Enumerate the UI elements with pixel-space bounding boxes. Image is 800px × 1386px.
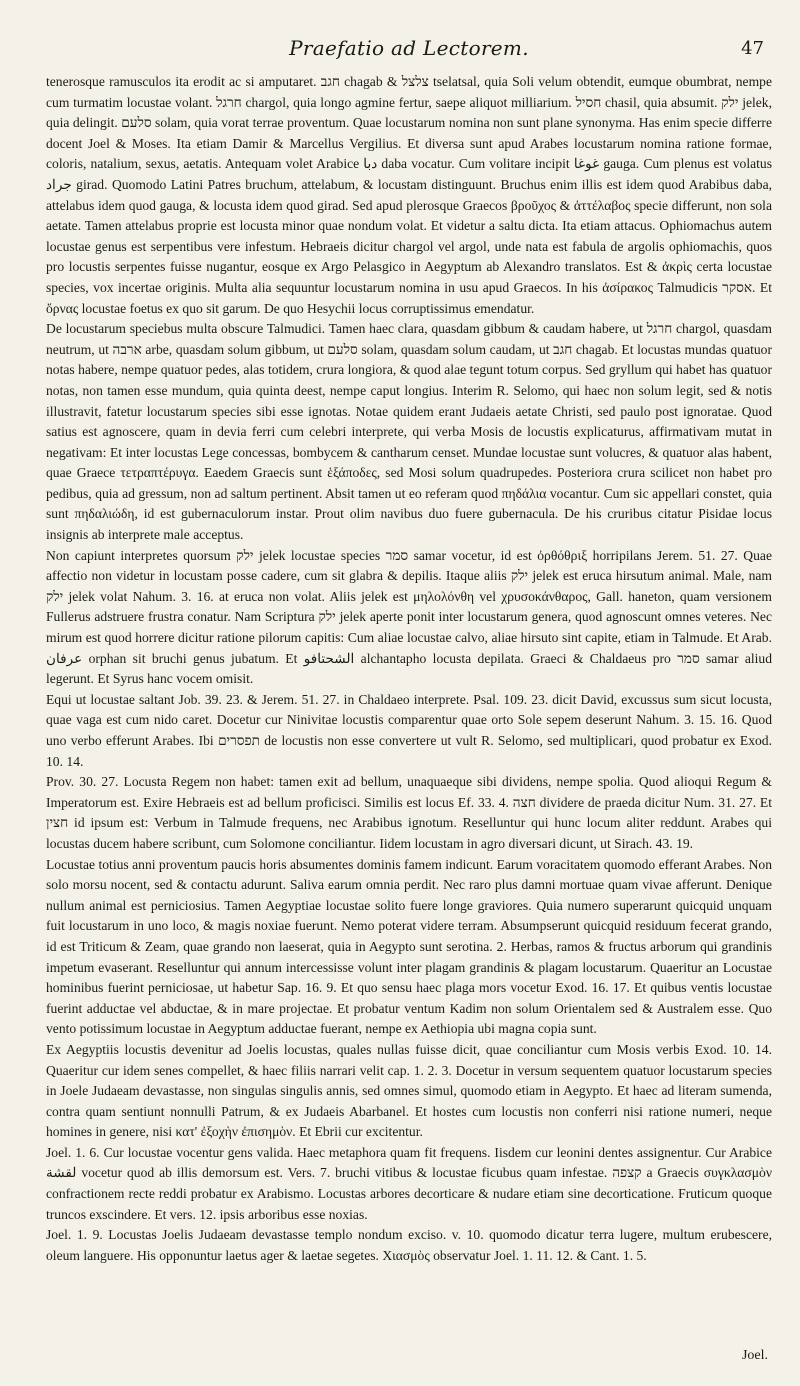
page-header — [46, 36, 772, 66]
paragraph: De locustarum speciebus multa obscure Talmudici. Tamen haec clara, quasdam gibbum & caudam habere, ut חרגל chargol, quasdam neutrum, ut ארבה arbe, quasdam solum gibbum, ut סלעם solam, quasdam solum caudam, ut חגב chagab. Et locustas mundas quatuor notas habere, nempe quatuor pedes, alas totidem, crura longiora, & quod alae tegunt totum corpus. Sed gryllum qui habet has quatuor notas, non tamen esse mundum, quia quinta deest, nempe caput longius. Interim R. Selomo, qui haec non solum legit, sed & notis illustravit, fatetur locustarum species sibi esse ignotas. Notae quidem erant Judaeis aetate Christi, sed paulo post ignoratae. Quod satius est agnoscere, quam in devia ferri cum celebri interprete, qui verba Mosis de locustis explicaturus, affirmativam mutat in negativam: Et inter locustas Lege concessas, bombycem & cantharum censet. Mundae locustae sunt volucres, & quatuor alas habent, quae Graece τετραπτέρυγα. Eaedem Graecis sunt ἑξάποδες, sed Mosi solum quadrupedes. Posteriora crura scilicet non habet pro pedibus, quia ad gressum, non ad saltum pertinent. Absit tamen ut eo referam quod πηδάλια vocantur. Cum sic appellari constet, quia sunt πηδαλιώδη, id est gubernaculorum instar. Prout olim navibus duo fuere gubernacula. De his cruribus citatur Pisidae locus insignis ab interprete male acceptus. — [46, 321, 773, 543]
paragraph: Non capiunt interpretes quorsum ילק jelek locustae species סמר samar vocetur, id est ὀρθόθριξ horripilans Jerem. 51. 27. Quae affectio non videtur in locustam posse cadere, cum sit glabra & depilis. Itaque aliis ילק jelek est eruca hirsutum animal. Male, nam ילק jelek volat Nahum. 3. 16. at eruca non volat. Aliis jelek est μηλολόνθη vel χρυσοκάνθαρος, Gall. haneton, quam versionem Fullerus adstruere frustra conatur. Nam Scriptura ילק jelek aperte ponit inter locustarum genera, quod agnoscunt omnes veteres. Nec mirum est quod horrere dicitur ratione pilorum capitis: Cum aliae locustae calvo, aliae hirsuto sint capite, etiam in Talmude. Et Arab. عرفان orphan sit bruchi genus jubatum. Et الشحتافو alchantapho locusta depilata. Graeci & Chaldaeus pro סמר samar aliud legerunt. Et Syrus hanc vocem omisit. — [46, 547, 772, 687]
paragraph: Ex Aegyptiis locustis devenitur ad Joelis locustas, quales nullas fuisse dicit, quae conciliantur cum Mosis verbis Exod. 10. 14. Quaeritur cur idem senes compellet, & haec filiis narrari velit cap. 1. 2. 3. Docetur in versum sequentem quatuor locustarum species in Joele Judaeam devastasse, non singulas singulis annis, sed omnes simul, quomodo etiam in Aegypto. Et haec ad literam sumenda, contra quam sentiunt nonnulli Patrum, & ex Judaeis Abarbanel. Et hostes cum locustis non conferri nisi ratione numeri, neque homines in genere, nisi κατ' ἐξοχὴν ἐπισημὸν. Et Ebrii cur excitentur. — [46, 1041, 772, 1140]
page-number: 47 — [741, 38, 764, 59]
paragraph: Joel. 1. 6. Cur locustae vocentur gens valida. Haec metaphora quam fit frequens. Iisdem cur leonini dentes assignentur. Cur Arabice لقشة vocetur quod ab illis demorsum est. Vers. 7. bruchi vitibus & locustae ficubus quam infestae. קצפה a Graecis συγκλασμὸν confractionem recte reddi probatur ex Arabismo. Locustas arbores decorticare & nudare etiam sine decorticatione. Fruticum quoque truncos exscindere. Et vers. 12. ipsis arboribus esse noxias. — [46, 1144, 772, 1222]
paragraph: Locustae totius anni proventum paucis horis absumentes dominis famem indicunt. Earum voracitatem quomodo efferant Arabes. Non solo morsu nocent, sed & contactu adurunt. Saliva earum omnia perdit. Nec raro plus damni mortuae quam vivae afferunt. Denique nullum animal est perniciosius. Tamen Aegyptiae locustae solito fuere longe graviores. Quia numero superarunt quicquid unquam fuit locustarum in uno loco, & magis noxiae fuerunt. Nemo poterat videre terram. Absumpserunt quicquid residuum fecerat grando, id est Triticum & Zeam, quae grando non laeserat, quia in Aegypto sunt serotina. 2. Herbas, ramos & fructus arborum qui grandinis impetum evaserant. Reselluntur qui annum intercessisse volunt inter plagam grandinis & plagam locustarum. Quaeritur an Locustae hominibus fuerint perniciosae, ut habetur Sap. 16. 9. Et quo sensu haec plaga mors vocetur Exod. 16. 17. Et quibus ventis locustae fuerint adductae vel abductae, & in mare projectae. Et probatur ventum Kadim non solum Orientalem sed & Australem esse. Quo vento potissimum locustae in Aegyptum adductae fuerant, nempe ex Aethiopia ubi magna copia sunt. — [46, 856, 772, 1037]
paragraph: tenerosque ramusculos ita erodit ac si amputaret. חגב chagab & צלצל tselatsal, quia Soli velum obtendit, eumque obumbrat, nempe cum turmatim locustae volant. חרגל chargol, quia longo agmine fertur, saepe aliquot milliarium. חסיל chasil, quia absumit. ילק jelek, quia delingit. סלעם solam, quia vorat terrae proventum. Quae locustarum nomina non sunt plane synonyma. Has enim specie differre docent Joel & Moses. Ita etiam Damir & Marcellus Vergilius. Et diversa sunt apud Arabes locustarum nomina ratione formae, coloris, natalium, sexus, aetatis. Antequam volet Arabice دبا daba vocatur. Cum volitare incipit غوغا gauga. Cum plenus est volatus جراد girad. Quomodo Latini Patres bruchum, attelabum, & locustam distinguunt. Bruchus enim illis est idem quod Arabibus daba, attelabus idem quod gauga, & locusta idem quod girad. Sed apud plerosque Graecos βροῦχος & ἀττέλαβος specie differunt, non sola aetate. Tamen attelabus proprie est locusta minor quae nondum volat. Et videtur a saltu dicta. Ita etiam attacus. Ophiomachus autem locustae genus est serpentibus vere infestum. Hebraeis dicitur chargol vel argol, unde nata est fabula de argolis ophiomachis, quos pro locustis serpentes fuisse nugantur, eosque ex Argo Pelasgico in Aegyptum ab Alexandro translatos. Est & ἀκρὶς certa locustae species, vox incertae originis. Multa alia sequuntur locustarum nomina in usu apud Graecos. In his ἀσίρακος Talmudicis אסקר. Et ὄρνας locustae foetus ex quo sit garum. De quo Hesychii locus corruptissimus emendatur. — [46, 74, 773, 316]
paragraph: Equi ut locustae saltant Job. 39. 23. & Jerem. 51. 27. in Chaldaeo interprete. Psal. 109. 23. dicit David, excussus sum sicut locusta, quae vaga est cum nido caret. Docetur cur Ninivitae locustis comparentur quae orto Sole sepem deserunt Nahum. 3. 15. 16. Quod uno verbo efferunt Arabes. Ibi תפסרים de locustis non esse convertere ut vult R. Selomo, sed multiplicari, quod probatur ex Exod. 10. 14. — [46, 691, 772, 769]
paragraph: Joel. 1. 9. Locustas Joelis Judaeam devastasse templo nondum exciso. v. 10. quomodo dicatur terra lugere, multum erubescere, oleum languere. His opponuntur laetus ager & laetae segetes. Χιασμὸς observatur Joel. 1. 11. 12. & Cant. 1. 5. — [46, 1227, 772, 1263]
running-head: Praefatio ad Lectorem. — [289, 36, 529, 60]
body-text — [46, 72, 772, 1266]
catchword: Joel. — [741, 1348, 768, 1363]
paragraph: Prov. 30. 27. Locusta Regem non habet: tamen exit ad bellum, unaquaeque sibi dividens, nempe spolia. Quod alioqui Regum & Imperatorum est. Exire Hebraeis est ad bellum proficisci. Similis est locus Ef. 33. 4. חצה dividere de praeda dicitur Num. 31. 27. Et חצין id ipsum est: Verbum in Talmude frequens, nec Arabibus ignotum. Reselluntur qui hunc locum aliter reddunt. Arabes qui locustas ducem habere scribunt, cum Solomone conciliantur. Iidem locustam in agro diversari dicunt, ut Sirach. 43. 19. — [46, 774, 772, 851]
